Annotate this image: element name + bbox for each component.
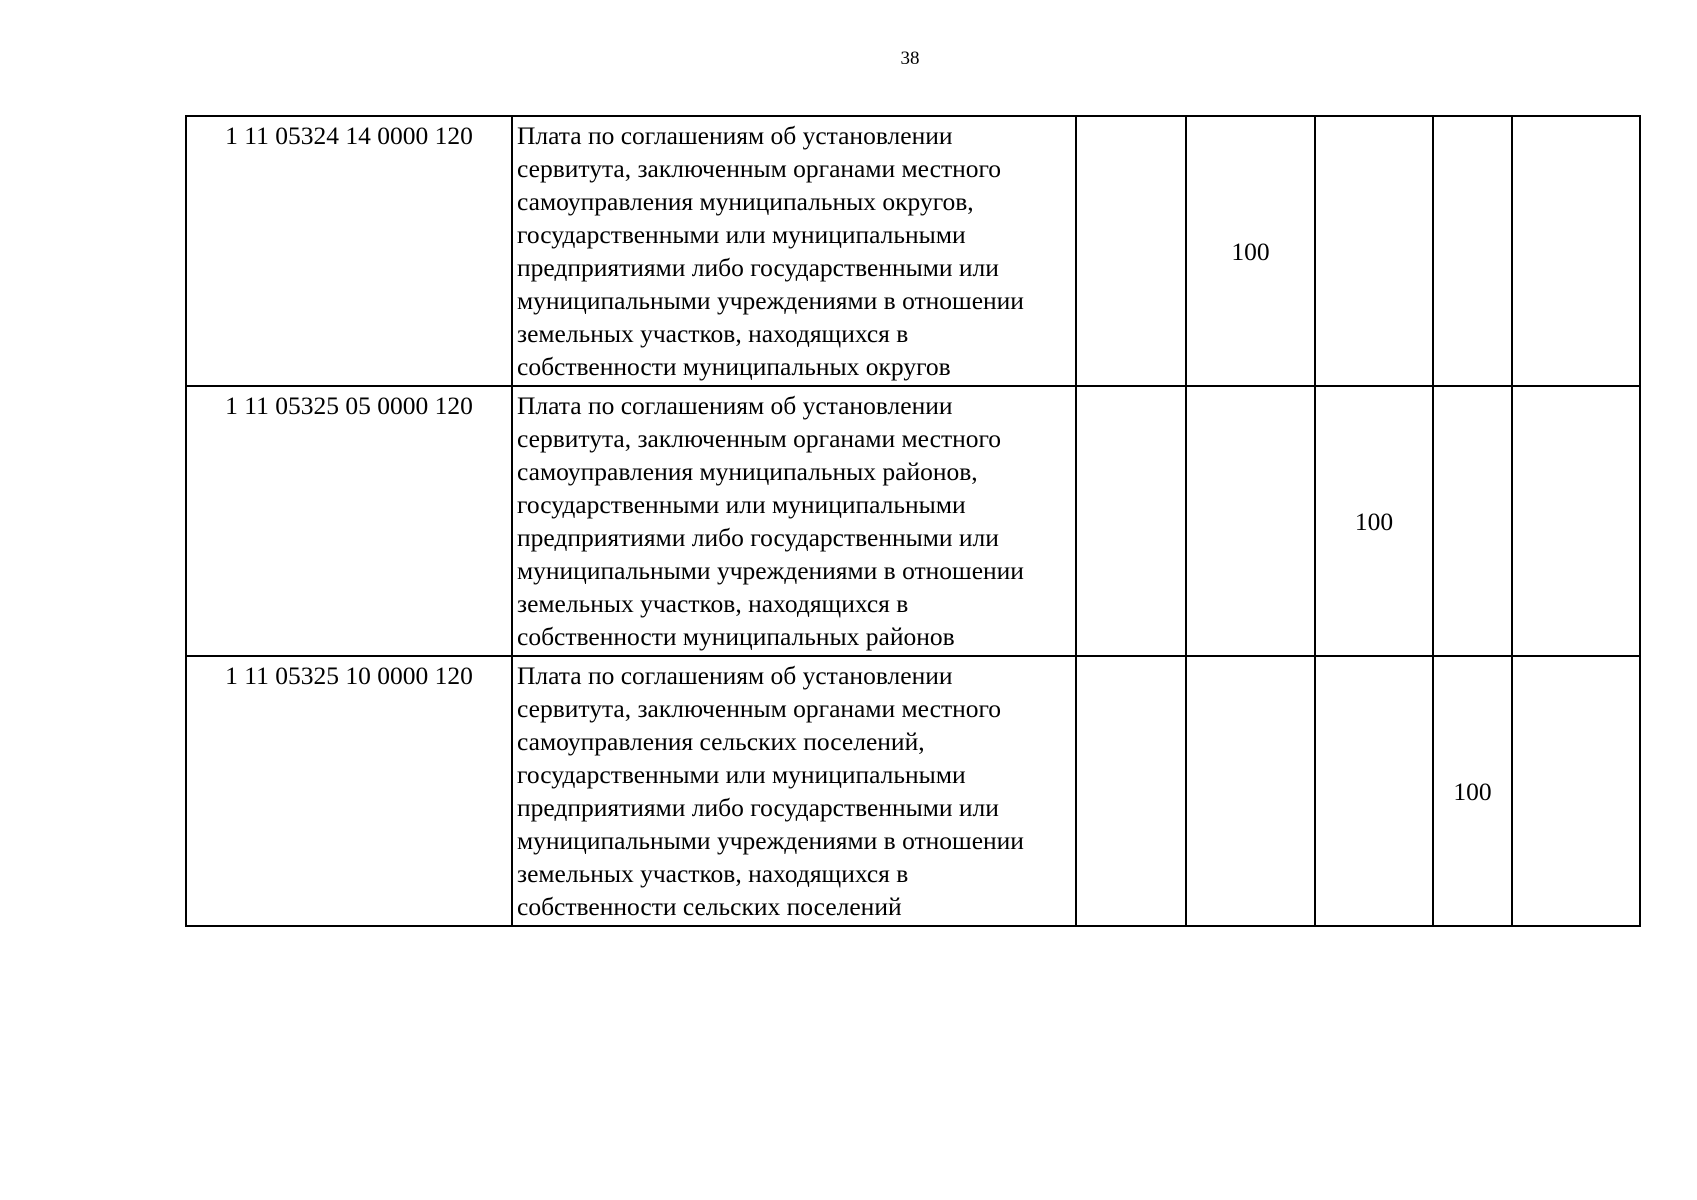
value-cell [1315,116,1433,386]
value-cell [1512,656,1640,926]
table-row [186,116,1640,386]
table-row [186,656,1640,926]
revenue-code: 1 11 05325 05 0000 120 [186,386,512,656]
value-cell [1076,386,1186,656]
value-cell [1076,116,1186,386]
value-cell [1186,386,1315,656]
value-cell: 100 [1186,116,1315,386]
value-cell [1186,656,1315,926]
table-row [186,386,1640,656]
value-cell [1433,116,1512,386]
page-number: 38 [900,48,920,69]
value-cell: 100 [1433,656,1512,926]
value-cell: 100 [1315,386,1433,656]
value-cell [1433,386,1512,656]
value-cell [1512,386,1640,656]
revenue-description: Плата по соглашениям об установлении сервитута, заключенным органами местного самоуправления муниципальных районов, государственными или муниципальными предприятиями либо государственными или муниципальными учреждениями в отношении земельных участков, находящихся в собственности муниципальных районов [512,386,1076,656]
revenue-distribution-table [185,115,1641,927]
revenue-code: 1 11 05325 10 0000 120 [186,656,512,926]
value-cell [1315,656,1433,926]
value-cell [1512,116,1640,386]
revenue-code: 1 11 05324 14 0000 120 [186,116,512,386]
value-cell [1076,656,1186,926]
revenue-description: Плата по соглашениям об установлении сервитута, заключенным органами местного самоуправления сельских поселений, государственными или муниципальными предприятиями либо государственными или муниципальными учреждениями в отношении земельных участков, находящихся в собственности сельских поселений [512,656,1076,926]
revenue-description: Плата по соглашениям об установлении сервитута, заключенным органами местного самоуправления муниципальных округов, государственными или муниципальными предприятиями либо государственными или муниципальными учреждениями в отношении земельных участков, находящихся в собственности муниципальных округов [512,116,1076,386]
